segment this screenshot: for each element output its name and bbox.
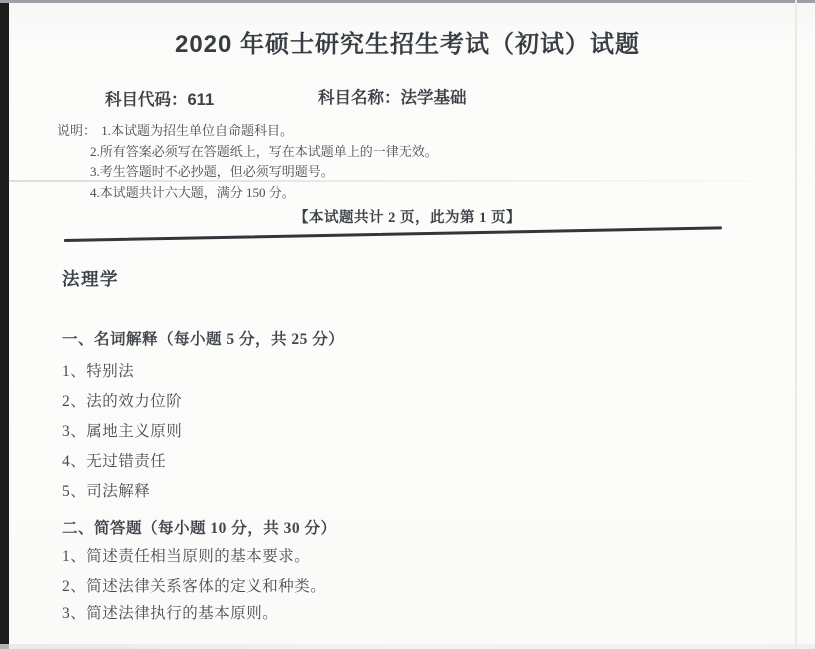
section-1-question-5: 5、司法解释: [62, 483, 151, 500]
section-2-heading: 二、简答题（每小题 10 分，共 30 分）: [62, 520, 337, 537]
scan-top-border: [0, 0, 815, 3]
section-2-question-2: 2、简述法律关系客体的定义和种类。: [62, 578, 327, 595]
section-2-question-3: 3、简述法律执行的基本原则。: [62, 605, 279, 622]
section-1-question-2: 2、法的效力位阶: [62, 393, 183, 410]
instructions-label: 说明：: [57, 123, 97, 138]
subject-name-label: 科目名称：法学基础: [318, 89, 467, 107]
instructions-block: [57, 121, 438, 204]
section-1-question-1: 1、特别法: [62, 363, 135, 380]
divider-rule: [64, 226, 722, 242]
paper-fold-right: [795, 0, 797, 649]
instruction-item-4: 4.本试题共计六大题，满分 150 分。: [90, 185, 295, 201]
section-1-heading: 一、名词解释（每小题 5 分，共 25 分）: [62, 331, 345, 348]
page-count-note: 【本试题共计 2 页，此为第 1 页】: [294, 210, 521, 226]
instruction-item-3: 3.考生答题时不必抄题，但必须写明题号。: [90, 164, 334, 180]
section-1-question-3: 3、属地主义原则: [62, 423, 183, 440]
section-1-question-4: 4、无过错责任: [62, 453, 167, 470]
paper-crease-bottom: [0, 644, 815, 649]
instruction-line: [57, 121, 438, 142]
section-2-question-1: 1、简述责任相当原则的基本要求。: [62, 548, 311, 565]
scan-left-border: [0, 0, 9, 649]
subject-code-label: 科目代码：611: [105, 91, 215, 109]
course-title: 法理学: [62, 269, 119, 289]
instruction-item-1: 1.本试题为招生单位自命题科目。: [101, 123, 294, 138]
exam-title: 2020 年硕士研究生招生考试（初试）试题: [174, 31, 641, 58]
instruction-item-2: 2.所有答案必须写在答题纸上，写在本试题单上的一律无效。: [90, 143, 438, 159]
